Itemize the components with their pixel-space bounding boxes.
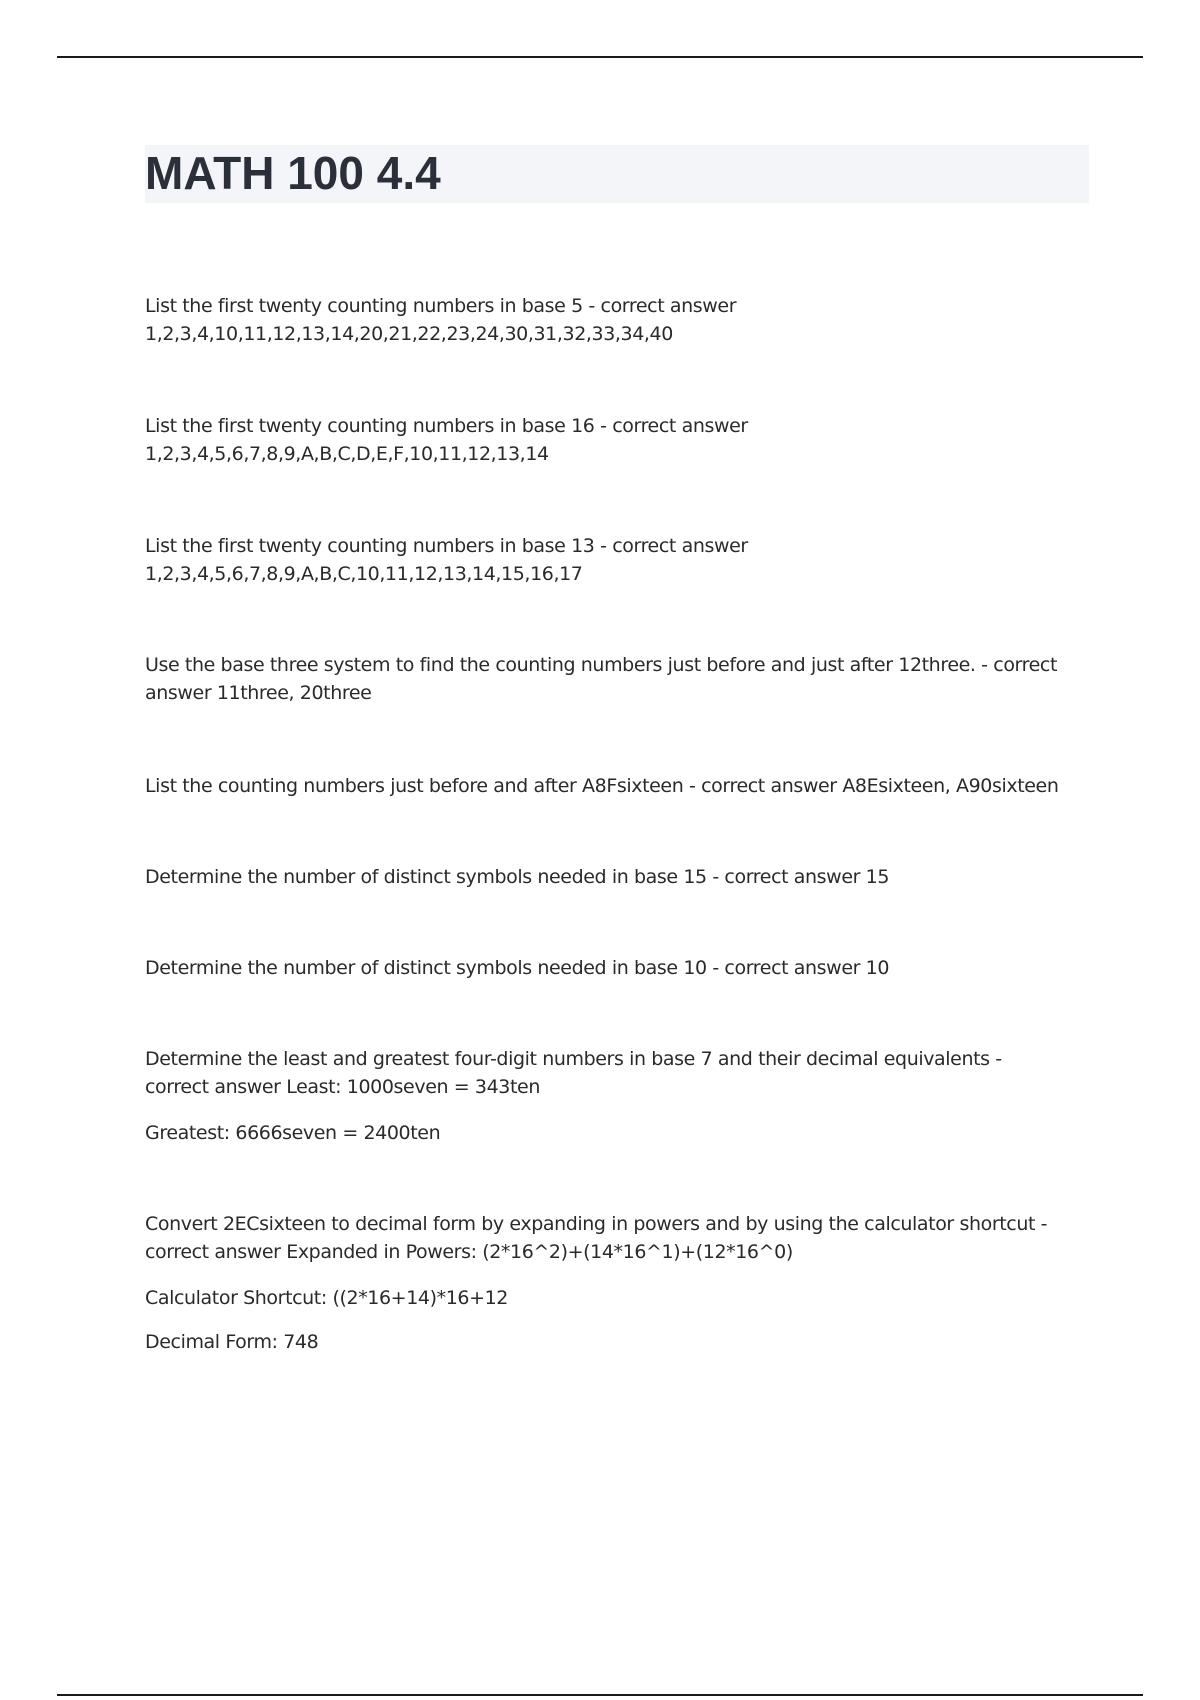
qa-extra-line: Calculator Shortcut: ((2*16+14)*16+12 <box>145 1287 508 1309</box>
qa-item-3 <box>145 532 1065 588</box>
qa-item-7 <box>145 954 1065 982</box>
qa-answer: 1,2,3,4,10,11,12,13,14,20,21,22,23,24,30,31,32,33,34,40 <box>145 323 673 345</box>
qa-item-6 <box>145 863 1065 891</box>
qa-extra-line: Decimal Form: 748 <box>145 1331 319 1353</box>
qa-text: Use the base three system to find the counting numbers just before and just after 12three. - correct answer 11three, 20three <box>145 654 1058 704</box>
qa-item-5 <box>145 772 1065 800</box>
qa-text: List the counting numbers just before and after A8Fsixteen - correct answer A8Esixteen, A90sixteen <box>145 775 1059 797</box>
qa-text: Determine the least and greatest four-digit numbers in base 7 and their decimal equivalents - correct answer Least: 1000seven = 343ten <box>145 1048 1002 1098</box>
qa-extra-line: Greatest: 6666seven = 2400ten <box>145 1122 441 1144</box>
qa-item-9 <box>145 1210 1065 1356</box>
footer-rule <box>57 1694 1143 1696</box>
qa-item-2 <box>145 412 1065 468</box>
qa-answer: 1,2,3,4,5,6,7,8,9,A,B,C,D,E,F,10,11,12,13,14 <box>145 443 549 465</box>
qa-text: Determine the number of distinct symbols needed in base 15 - correct answer 15 <box>145 866 890 888</box>
qa-text: Determine the number of distinct symbols needed in base 10 - correct answer 10 <box>145 957 890 979</box>
page-title: MATH 100 4.4 <box>145 147 441 199</box>
qa-answer: 1,2,3,4,5,6,7,8,9,A,B,C,10,11,12,13,14,15,16,17 <box>145 563 583 585</box>
qa-item-4 <box>145 651 1065 707</box>
qa-question: List the first twenty counting numbers in base 5 - correct answer <box>145 295 737 317</box>
qa-question: List the first twenty counting numbers in base 16 - correct answer <box>145 415 748 437</box>
qa-question: List the first twenty counting numbers in base 13 - correct answer <box>145 535 748 557</box>
qa-item-8 <box>145 1045 1065 1147</box>
qa-item-1 <box>145 292 1065 348</box>
header-rule <box>57 56 1143 58</box>
qa-text: Convert 2ECsixteen to decimal form by expanding in powers and by using the calculator shortcut - correct answer Expanded in Powers: (2*16^2)+(14*16^1)+(12*16^0) <box>145 1213 1048 1263</box>
